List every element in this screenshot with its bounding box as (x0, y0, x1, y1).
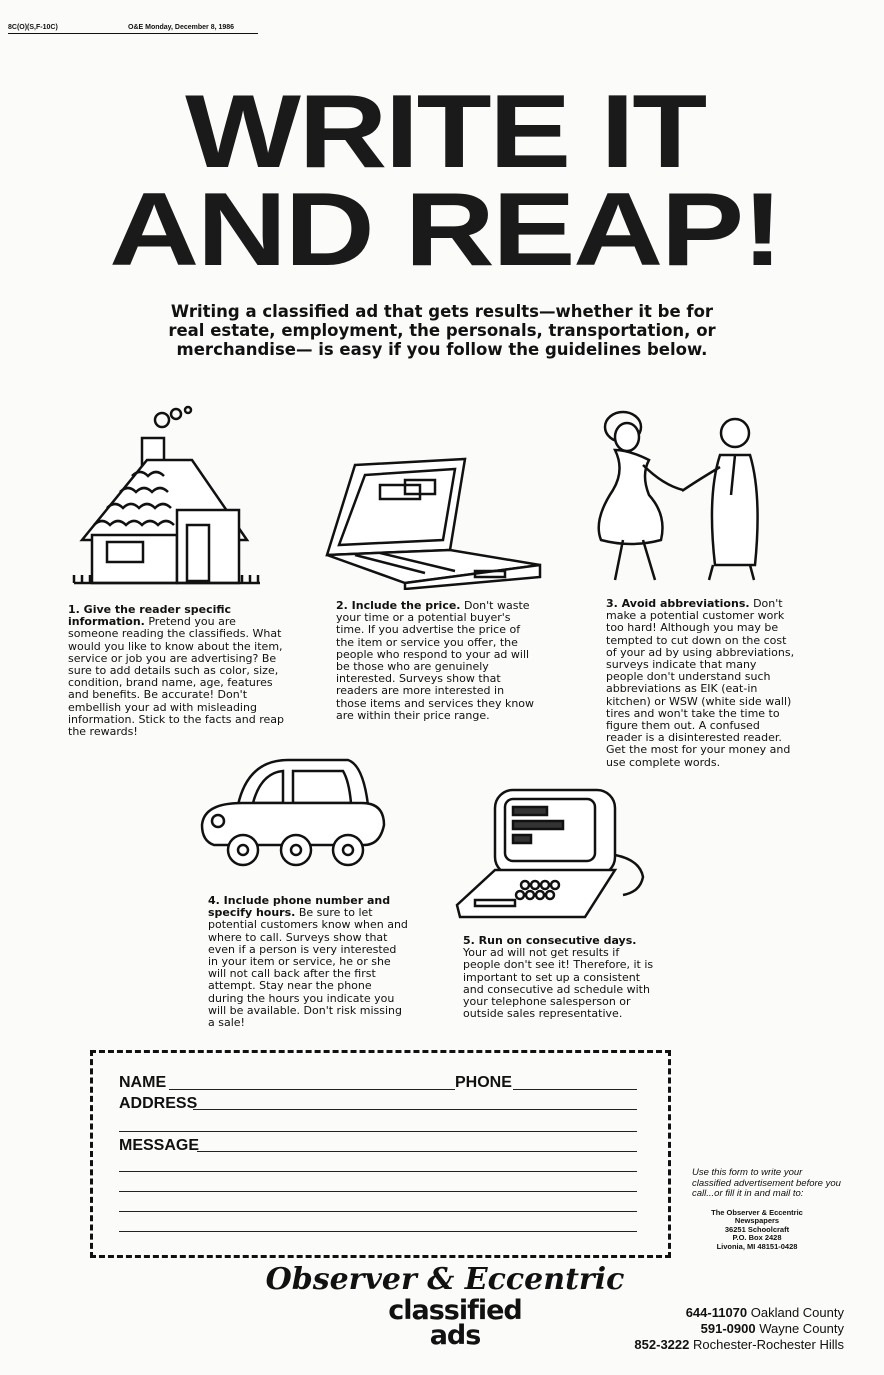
phone-list (634, 1305, 844, 1353)
dateline: O&E Monday, December 8, 1986 (128, 24, 235, 31)
classified-word: classified (388, 1295, 522, 1326)
phone-row (634, 1321, 844, 1337)
phone-row (634, 1305, 844, 1321)
message-field[interactable] (197, 1151, 637, 1152)
computer-illustration (455, 785, 655, 920)
tip-2-title: 2. Include the price. (336, 599, 461, 612)
tip-5 (463, 935, 658, 1020)
address-line-5: Livonia, MI 48151-0428 (716, 1241, 798, 1251)
phone-number: 591-0900 (700, 1321, 756, 1336)
header-rule (8, 33, 258, 34)
intro-text: Writing a classified ad that gets results—whether it be for real estate, employment, the personals, transportation, or merchandise— is easy if you follow the guidelines below. (168, 302, 716, 359)
address-line-2: Newspapers (734, 1216, 780, 1226)
tip-4-body: Be sure to let potential customers know when and where to call. Surveys show that even if a person is very interested in your item or service, he or she will not call back after the first attempt. Stay near the phone during the hours you indicate you will be available. Don't risk missing a sale! (208, 906, 408, 1030)
mailing-address (692, 1209, 822, 1251)
tip-1-title: 1. Give the reader specific information. (68, 603, 232, 629)
address-line-3: 36251 Schoolcraft (724, 1224, 790, 1234)
tip-5-title: 5. Run on consecutive days. (463, 934, 637, 947)
tip-1 (68, 604, 288, 738)
house-illustration (72, 400, 262, 590)
tip-4 (208, 895, 408, 1029)
address-line-4: P.O. Box 2428 (732, 1233, 782, 1243)
phone-label: PHONE (455, 1074, 512, 1091)
headline-line-1: WRITE IT (185, 74, 705, 190)
address-label: ADDRESS (119, 1095, 198, 1112)
briefcase-illustration (325, 455, 545, 590)
headline-line-2: AND REAP! (109, 172, 781, 288)
tip-3-title: 3. Avoid abbreviations. (606, 597, 750, 610)
address-field[interactable] (193, 1109, 637, 1110)
classified-form (90, 1050, 671, 1258)
newspaper-logo: Observer & Eccentric (265, 1262, 625, 1297)
tip-3 (606, 598, 796, 769)
tip-3-body: Don't make a potential customer work too hard! Although you may be tempted to cut down on the cost of your ad by using abbreviations, surveys indicate that many people don't understand such abbreviations as EIK (eat-in kitchen) or WSW (white side wall) tires and won't take the time to figure them out. A confused reader is a disinterested reader. Get the most for your money and use complete words. (606, 597, 795, 769)
message-line-5[interactable] (119, 1231, 637, 1232)
address-field-line-2[interactable] (119, 1131, 637, 1132)
phone-number: 644-11070 (685, 1305, 748, 1320)
phone-number: 852-3222 (634, 1337, 690, 1352)
address-line-1: The Observer & Eccentric (711, 1208, 803, 1217)
tip-1-body: Pretend you are someone reading the classifieds. What would you like to know about the item, service or job you are advertising? Be sure to add details such as color, size, condition, brand name, age, features and benefits. Be accurate! Don't embellish your ad with misleading information. Stick to the facts and reap the rewards! (68, 615, 284, 739)
couple-illustration (585, 405, 785, 585)
name-field[interactable] (169, 1089, 455, 1090)
tip-5-body: Your ad will not get results if people don't see it! Therefore, it is important to set up a consistent and consecutive ad schedule with your telephone salesperson or outside sales representative. (463, 946, 654, 1021)
tip-2-body: Don't waste your time or a potential buyer's time. If you advertise the price of the item or service you offer, the people who respond to your ad will be those who are genuinely interested. Surveys show that readers are more interested in those items and services they know are within their price range. (336, 599, 535, 722)
tip-4-title: 4. Include phone number and specify hours. (208, 894, 391, 920)
message-line-2[interactable] (119, 1171, 637, 1172)
message-line-3[interactable] (119, 1191, 637, 1192)
phone-row (634, 1337, 844, 1353)
section-code: 8C(O)(S,F-10C) (8, 24, 58, 31)
phone-area: Oakland County (750, 1305, 844, 1320)
classified-ads-logo (365, 1295, 545, 1351)
car-illustration (198, 755, 388, 870)
tip-2 (336, 600, 536, 722)
message-line-4[interactable] (119, 1211, 637, 1212)
message-label: MESSAGE (119, 1137, 200, 1154)
ads-word: ads (429, 1320, 481, 1351)
phone-area: Wayne County (759, 1321, 844, 1336)
phone-area: Rochester-Rochester Hills (693, 1337, 844, 1352)
phone-field[interactable] (513, 1089, 637, 1090)
mail-instructions: Use this form to write your classified advertisement before you call...or fill it in and mail to: (692, 1167, 841, 1199)
name-label: NAME (119, 1074, 167, 1091)
